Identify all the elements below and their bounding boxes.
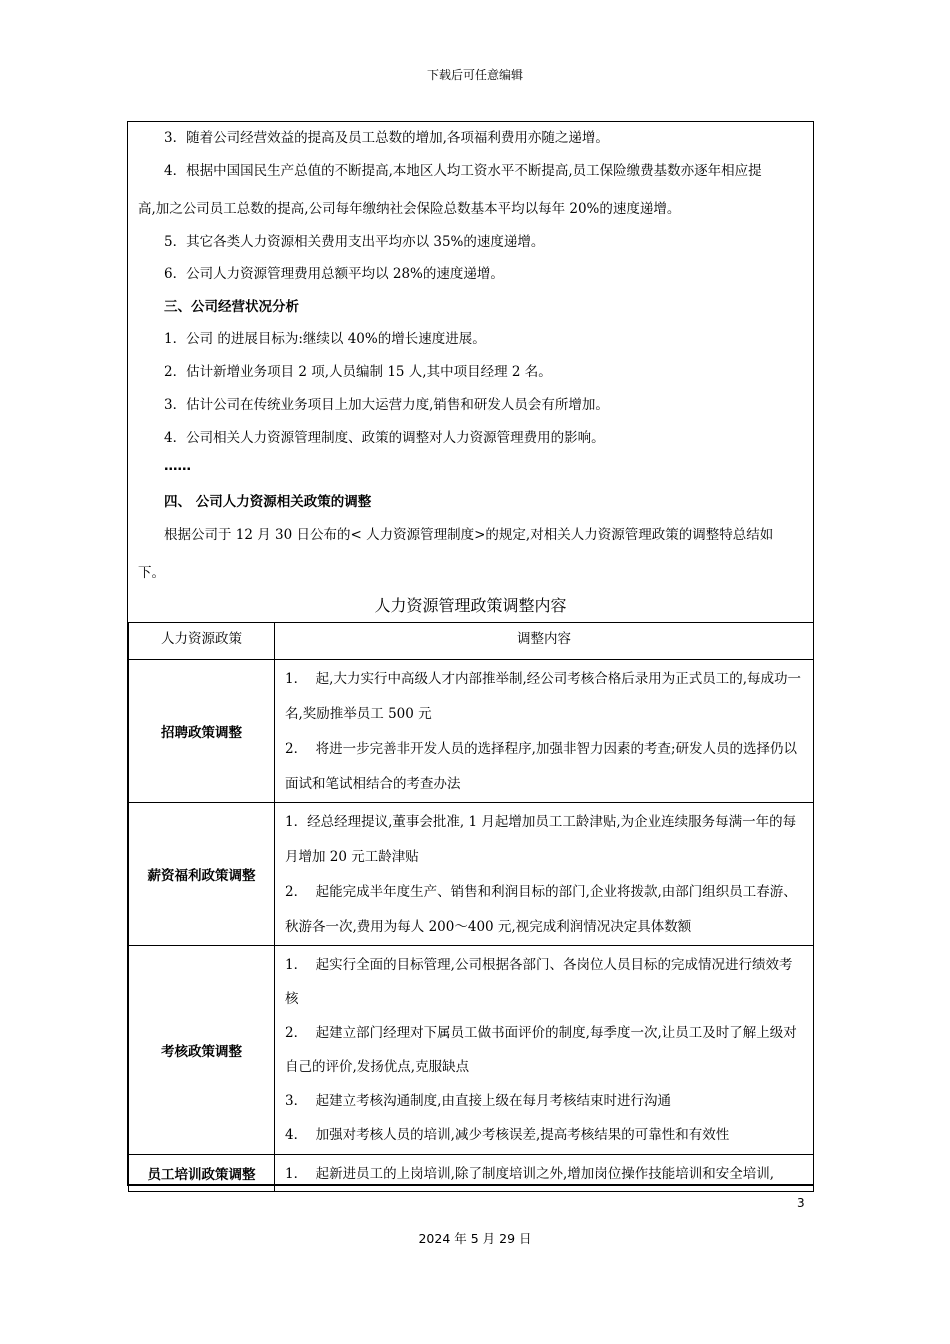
table-row (129, 803, 814, 946)
content-item: 2． 将进一步完善非开发人员的选择程序,加强非智力因素的考查;研发人员的选择仍以面试和笔试相结合的考查办法 (285, 741, 798, 792)
policy-content (275, 803, 814, 946)
content-item: 2． 起能完成半年度生产、销售和利润目标的部门,企业将拨款,由部门组织员工春游、秋游各一次,费用为每人 200～400 元,视完成利润情况决定具体数额 (285, 884, 797, 935)
paragraph: 下。 (138, 565, 165, 581)
policy-label: 员工培训政策调整 (129, 1155, 275, 1192)
policy-label: 招聘政策调整 (129, 660, 275, 803)
policy-label: 薪资福利政策调整 (129, 803, 275, 946)
paragraph: 4．根据中国国民生产总值的不断提高,本地区人均工资水平不断提高,员工保险缴费基数亦逐年相应提 (164, 163, 762, 179)
paragraph: 3．随着公司经营效益的提高及员工总数的增加,各项福利费用亦随之递增。 (164, 130, 609, 146)
table-caption: 人力资源管理政策调整内容 (374, 596, 567, 615)
ellipsis: …… (164, 458, 191, 474)
page-header: 下载后可任意编辑 (426, 68, 523, 82)
table-row (129, 946, 814, 1155)
policy-content (275, 946, 814, 1155)
policy-content (275, 660, 814, 803)
paragraph: 2．估计新增业务项目 2 项,人员编制 15 人,其中项目经理 2 名。 (164, 364, 552, 380)
paragraph: 4．公司相关人力资源管理制度、政策的调整对人力资源管理费用的影响。 (164, 430, 605, 446)
paragraph: 3．估计公司在传统业务项目上加大运营力度,销售和研发人员会有所增加。 (164, 397, 609, 413)
column-header: 人力资源政策 (129, 623, 275, 660)
section-heading: 四、 公司人力资源相关政策的调整 (164, 494, 372, 510)
paragraph: 根据公司于 12 月 30 日公布的< 人力资源管理制度>的规定,对相关人力资源管理政策的调整特总结如 (164, 527, 774, 543)
content-item: 1． 起新进员工的上岗培训,除了制度培训之外,增加岗位操作技能培训和安全培训, (285, 1166, 775, 1182)
paragraph: 6．公司人力资源管理费用总额平均以 28%的速度递增。 (164, 266, 504, 282)
content-item: 2． 起建立部门经理对下属员工做书面评价的制度,每季度一次,让员工及时了解上级对自己的评价,发扬优点,克服缺点 (285, 1025, 797, 1075)
content-frame (127, 121, 814, 1186)
policy-table (128, 622, 814, 1192)
table-header-row (129, 623, 814, 660)
content-item: 1．经总经理提议,董事会批准, 1 月起增加员工工龄津贴,为企业连续服务每满一年的每月增加 20 元工龄津贴 (285, 814, 797, 865)
section-heading: 三、公司经营状况分析 (164, 299, 299, 315)
paragraph: 1．公司 的进展目标为:继续以 40%的增长速度进展。 (164, 331, 486, 347)
page-number: 3 (797, 1196, 805, 1210)
content-item: 3． 起建立考核沟通制度,由直接上级在每月考核结束时进行沟通 (285, 1093, 671, 1109)
page-footer-date: 2024 年 5 月 29 日 (418, 1231, 532, 1246)
paragraph: 高,加之公司员工总数的提高,公司每年缴纳社会保险总数基本平均以每年 20%的速度递增。 (138, 201, 681, 217)
column-header: 调整内容 (275, 623, 814, 660)
policy-label: 考核政策调整 (129, 946, 275, 1155)
content-item: 1． 起,大力实行中高级人才内部推举制,经公司考核合格后录用为正式员工的,每成功一名,奖励推举员工 500 元 (285, 671, 802, 722)
content-item: 1． 起实行全面的目标管理,公司根据各部门、各岗位人员目标的完成情况进行绩效考核 (285, 957, 793, 1007)
content-item: 4． 加强对考核人员的培训,减少考核误差,提高考核结果的可靠性和有效性 (285, 1127, 730, 1143)
table-row (129, 660, 814, 803)
paragraph: 5．其它各类人力资源相关费用支出平均亦以 35%的速度递增。 (164, 234, 545, 250)
table-row (129, 1155, 814, 1192)
policy-content (275, 1155, 814, 1192)
